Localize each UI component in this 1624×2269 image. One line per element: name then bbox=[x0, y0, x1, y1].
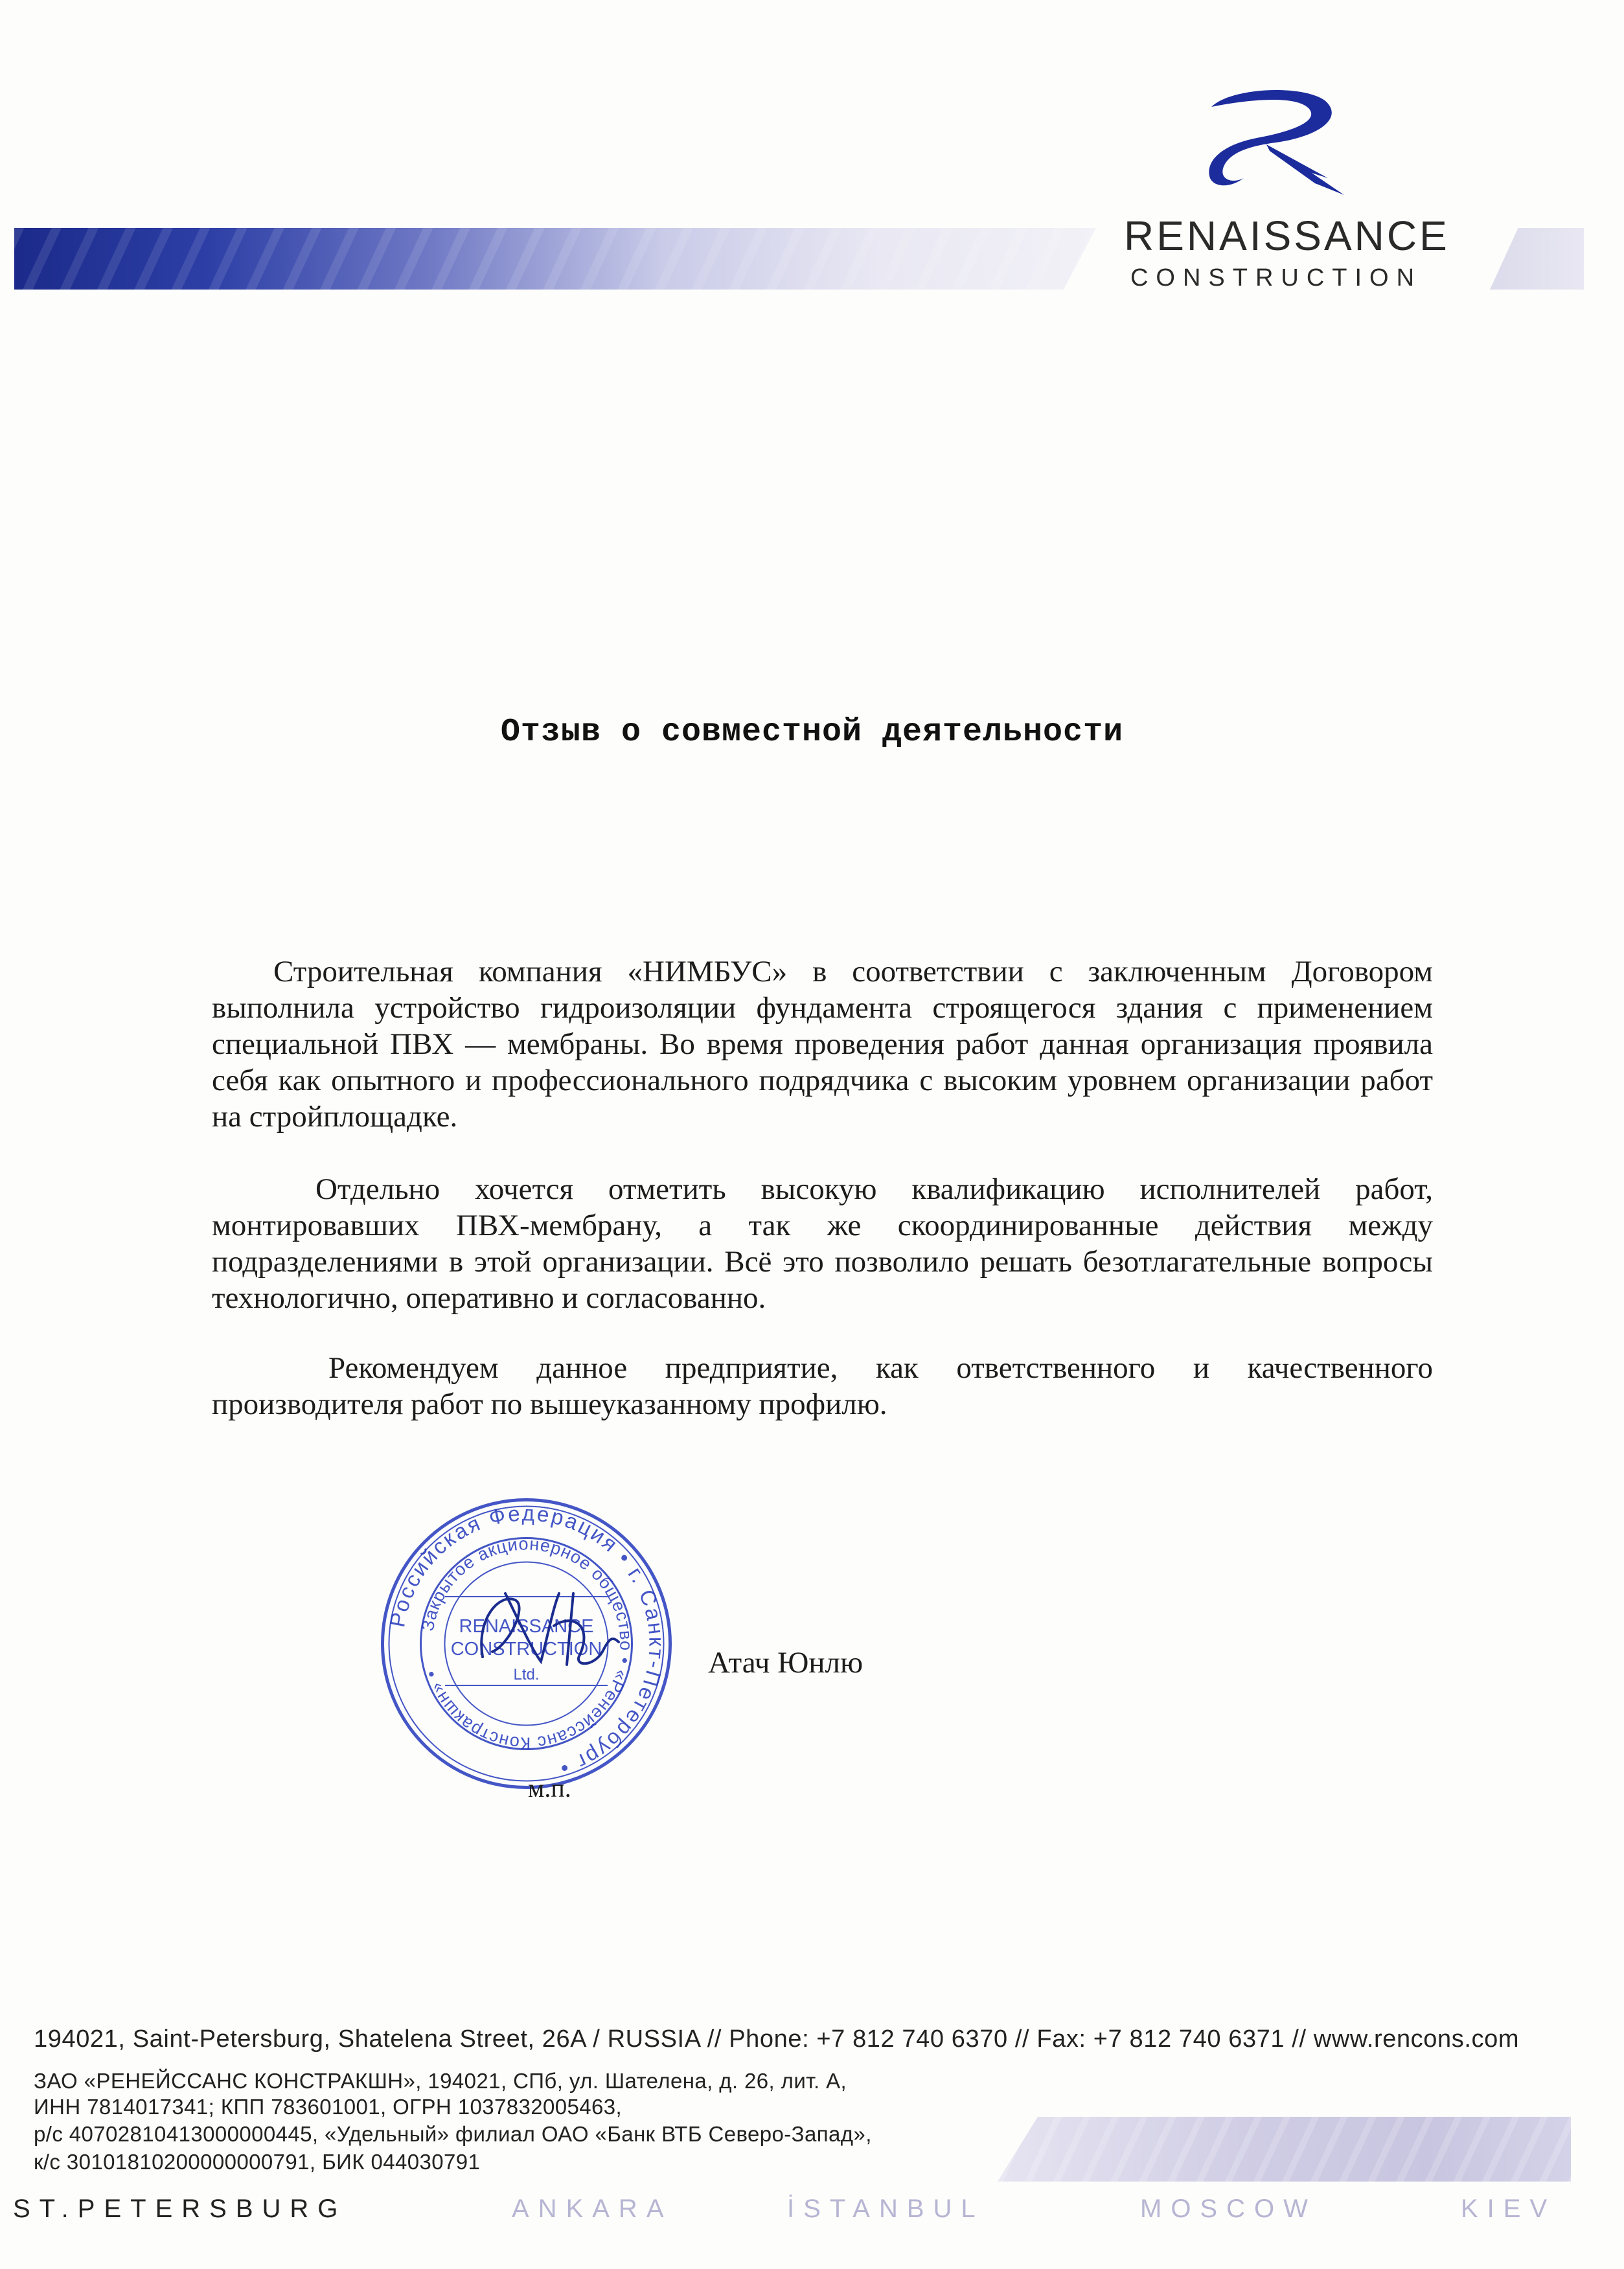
footer-city-moscow: MOSCOW bbox=[1140, 2195, 1317, 2223]
footer-city-ankara: ANKARA bbox=[512, 2195, 673, 2223]
footer-legal-line: р/с 40702810413000000445, «Удельный» филиал ОАО «Банк ВТБ Северо-Запад», bbox=[34, 2122, 872, 2146]
svg-text:CONSTRUCTION: CONSTRUCTION bbox=[450, 1639, 602, 1659]
svg-text:RENAISSANCE: RENAISSANCE bbox=[459, 1616, 594, 1637]
footer-band-stripes bbox=[998, 2117, 1571, 2182]
footer-address: 194021, Saint-Petersburg, Shatelena Street, 26A / RUSSIA // Phone: +7 812 740 6370 // Fax: +7 812 740 6371 // www.rencons.com bbox=[34, 2025, 1520, 2053]
brand-name: RENAISSANCE bbox=[1124, 212, 1450, 259]
body-paragraph-2: Отдельно хочется отметить высокую квалификацию исполнителей работ, монтировавших ПВХ-мембрану, а так же скоординированные действия между подразделениями в этой организации. Всё это позволило решать безотлагательные вопросы технологично, оперативно и согласованно. bbox=[212, 1172, 1433, 1315]
letterhead-band-tail bbox=[1490, 228, 1584, 290]
company-seal-stamp bbox=[379, 1496, 674, 1791]
svg-text:Российская Федерация • г. Санк: Российская Федерация • г. Санкт-Петербург • bbox=[385, 1501, 669, 1782]
svg-text:Ltd.: Ltd. bbox=[513, 1666, 540, 1683]
footer-legal-line: к/с 30101810200000000791, БИК 044030791 bbox=[34, 2150, 481, 2174]
letterhead-band-stripes bbox=[14, 228, 1096, 290]
seal-place-label: м.п. bbox=[528, 1773, 571, 1803]
signer-name: Атач Юнлю bbox=[708, 1646, 863, 1680]
footer-legal-line: ИНН 7814017341; КПП 783601001, ОГРН 1037832005463, bbox=[34, 2095, 623, 2119]
footer-city-st-petersburg: ST.PETERSBURG bbox=[13, 2195, 347, 2223]
footer-city-istanbul: İSTANBUL bbox=[787, 2195, 985, 2223]
body-paragraph-1: Строительная компания «НИМБУС» в соответствии с заключенным Договором выполнила устройство гидроизоляции фундамента строящегося здания с применением специальной ПВХ — мембраны. Во время проведения работ данная организация проявила себя как опытного и профессионального подрядчика с высоким уровнем организации работ на стройплощадке. bbox=[212, 955, 1433, 1134]
document-title: Отзыв о совместной деятельности bbox=[500, 714, 1124, 751]
svg-text:Закрытое акционерное общество: Закрытое акционерное общество • «Ренейссанс Констракшн» • bbox=[417, 1534, 636, 1753]
renaissance-r-logo-icon bbox=[1205, 81, 1354, 201]
footer-city-kiev: KIEV bbox=[1461, 2195, 1557, 2223]
brand-subtitle: CONSTRUCTION bbox=[1130, 264, 1423, 291]
body-paragraph-3: Рекомендуем данное предприятие, как ответственного и качественного производителя работ по вышеуказанному профилю. bbox=[212, 1351, 1433, 1421]
footer-legal-line: ЗАО «РЕНЕЙССАНС КОНСТРАКШН», 194021, СПб, ул. Шателена, д. 26, лит. А, bbox=[34, 2069, 847, 2093]
